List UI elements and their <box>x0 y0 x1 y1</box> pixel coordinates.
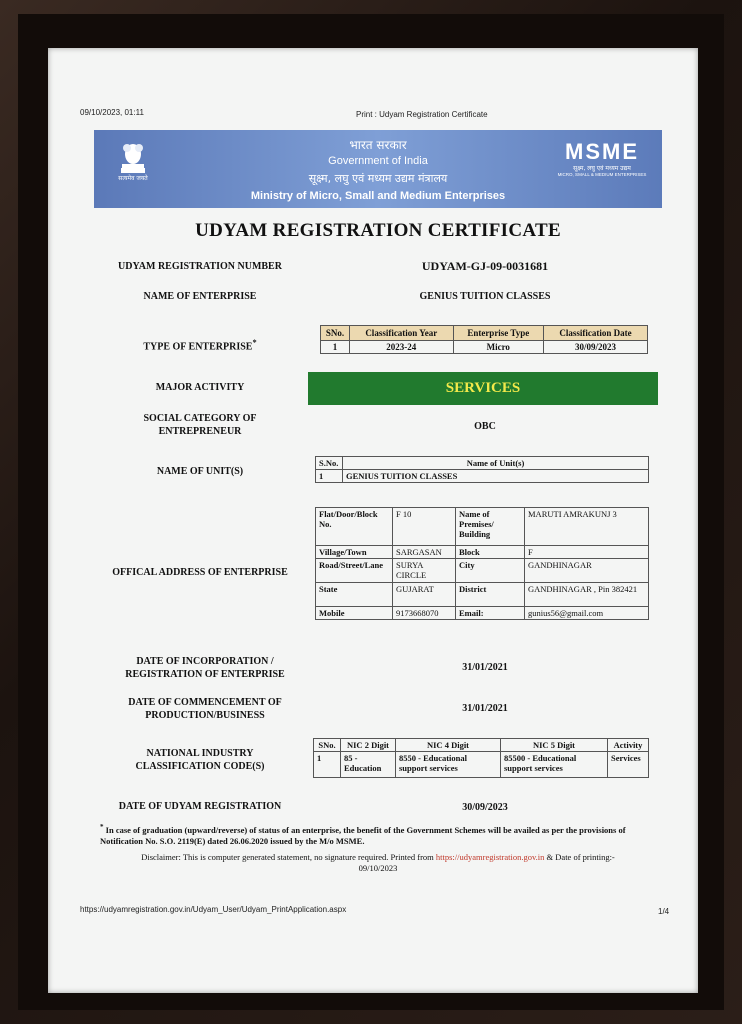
address-label: OFFICAL ADDRESS OF ENTERPRISE <box>112 567 288 578</box>
commencement-label <box>100 696 310 722</box>
disclaimer-date: 09/10/2023 <box>358 863 398 873</box>
type-star: * <box>252 338 257 347</box>
addr-val: GANDHINAGAR , Pin 382421 <box>525 583 649 607</box>
nic-header: NIC 5 Digit <box>501 739 608 752</box>
units-cell: GENIUS TUITION CLASSES <box>343 470 649 483</box>
ministry-banner <box>94 130 662 208</box>
addr-key: Email: <box>456 607 525 620</box>
footnote-text: In case of graduation (upward/reverse) of status of an enterprise, the benefit of the Government Schemes will be availed as per the provisions of Notification No. S.O. 2119(E) dated 26.06.2020 issued by the M/o MSME. <box>100 824 626 846</box>
msme-hindi: सूक्ष्म, लघु एवं मध्यम उद्यम <box>573 165 631 172</box>
commencement-label-line2: PRODUCTION/BUSINESS <box>145 710 265 721</box>
nic-header: NIC 4 Digit <box>396 739 501 752</box>
nic-cell: 8550 - Educational support services <box>396 752 501 778</box>
incorporation-label-line1: DATE OF INCORPORATION / <box>136 656 274 667</box>
print-datetime: 09/10/2023, 01:11 <box>80 108 144 117</box>
incorporation-date: 31/01/2021 <box>462 662 508 673</box>
addr-key: Village/Town <box>316 546 393 559</box>
addr-val: F 10 <box>393 508 456 546</box>
certificate-title: UDYAM REGISTRATION CERTIFICATE <box>195 220 561 241</box>
udyam-date-label: DATE OF UDYAM REGISTRATION <box>118 801 282 812</box>
address-table <box>315 507 649 620</box>
nic-cell: 85 - Education <box>341 752 396 778</box>
print-url: https://udyamregistration.gov.in/Udyam_User/Udyam_PrintApplication.aspx <box>80 905 347 914</box>
cls-cell: 1 <box>321 341 350 354</box>
addr-key: Block <box>456 546 525 559</box>
units-header: Name of Unit(s) <box>343 457 649 470</box>
major-activity-value: SERVICES <box>308 372 658 405</box>
addr-val: GUJARAT <box>393 583 456 607</box>
nic-label-line1: NATIONAL INDUSTRY <box>146 748 254 759</box>
units-header: S.No. <box>316 457 343 470</box>
units-cell: 1 <box>316 470 343 483</box>
disclaimer-prefix: Disclaimer: This is computer generated statement, no signature required. Printed from <box>141 852 434 862</box>
addr-val: GANDHINAGAR <box>525 559 649 583</box>
nic-header: Activity <box>608 739 649 752</box>
commencement-label-line1: DATE OF COMMENCEMENT OF <box>128 697 282 708</box>
incorporation-label-line2: REGISTRATION OF ENTERPRISE <box>125 669 285 680</box>
social-category-label-line1: SOCIAL CATEGORY OF <box>143 413 257 424</box>
msme-logo <box>554 140 650 188</box>
units-table <box>315 456 649 483</box>
enterprise-name: GENIUS TUITION CLASSES <box>419 291 551 302</box>
classification-table <box>320 325 648 354</box>
nic-header: NIC 2 Digit <box>341 739 396 752</box>
cls-header: Enterprise Type <box>453 326 543 341</box>
addr-key: Flat/Door/Block No. <box>316 508 393 546</box>
print-page: 1/4 <box>658 907 670 916</box>
addr-key: Mobile <box>316 607 393 620</box>
addr-key: District <box>456 583 525 607</box>
nic-header: SNo. <box>314 739 341 752</box>
major-activity-label: MAJOR ACTIVITY <box>155 382 245 393</box>
addr-val: SARGASAN <box>393 546 456 559</box>
social-category: OBC <box>474 421 496 432</box>
addr-key: State <box>316 583 393 607</box>
reg-number-label: UDYAM REGISTRATION NUMBER <box>118 261 282 272</box>
social-category-label-line2: ENTREPRENEUR <box>158 426 242 437</box>
footnote <box>100 822 652 847</box>
udyam-date: 30/09/2023 <box>462 802 508 813</box>
msme-logo-text: MSME <box>565 139 639 164</box>
disclaimer <box>104 852 652 874</box>
nic-label-line2: CLASSIFICATION CODE(S) <box>135 761 265 772</box>
ministry-hindi: सूक्ष्म, लघु एवं मध्यम उद्यम मंत्रालय <box>308 172 448 185</box>
cls-cell: Micro <box>453 341 543 354</box>
cls-header: SNo. <box>321 326 350 341</box>
disclaimer-suffix: & Date of printing:- <box>546 852 615 862</box>
gov-english: Government of India <box>328 155 428 167</box>
addr-val: F <box>525 546 649 559</box>
addr-val: 9173668070 <box>393 607 456 620</box>
cls-header: Classification Date <box>544 326 648 341</box>
addr-val: SURYA CIRCLE <box>393 559 456 583</box>
cls-header: Classification Year <box>350 326 454 341</box>
commencement-date: 31/01/2021 <box>462 703 508 714</box>
addr-val: MARUTI AMRAKUNJ 3 <box>525 508 649 546</box>
addr-key: City <box>456 559 525 583</box>
footnote-star: * <box>100 823 104 831</box>
nic-cell: Services <box>608 752 649 778</box>
cls-cell: 2023-24 <box>350 341 454 354</box>
emblem-caption: सत्यमेव जयते <box>118 175 148 182</box>
nic-cell: 85500 - Educational support services <box>501 752 608 778</box>
units-label: NAME OF UNIT(S) <box>156 466 244 477</box>
disclaimer-link[interactable]: https://udyamregistration.gov.in <box>435 852 545 862</box>
social-category-label <box>100 412 300 438</box>
nic-table <box>313 738 649 778</box>
enterprise-name-label: NAME OF ENTERPRISE <box>143 291 257 302</box>
print-title: Print : Udyam Registration Certificate <box>356 110 488 119</box>
ministry-english: Ministry of Micro, Small and Medium Enterprises <box>250 190 506 202</box>
incorporation-label <box>100 655 310 681</box>
addr-key: Name of Premises/ Building <box>456 508 525 546</box>
cls-cell: 30/09/2023 <box>544 341 648 354</box>
msme-sub: MICRO, SMALL & MEDIUM ENTERPRISES <box>557 172 647 177</box>
type-label-text: TYPE OF ENTERPRISE <box>143 341 253 353</box>
addr-val: gunius56@gmail.com <box>525 607 649 620</box>
type-label <box>100 336 300 353</box>
nic-label <box>100 747 300 773</box>
nic-cell: 1 <box>314 752 341 778</box>
reg-number: UDYAM-GJ-09-0031681 <box>421 259 549 273</box>
gov-hindi: भारत सरकार <box>349 138 407 152</box>
addr-key: Road/Street/Lane <box>316 559 393 583</box>
